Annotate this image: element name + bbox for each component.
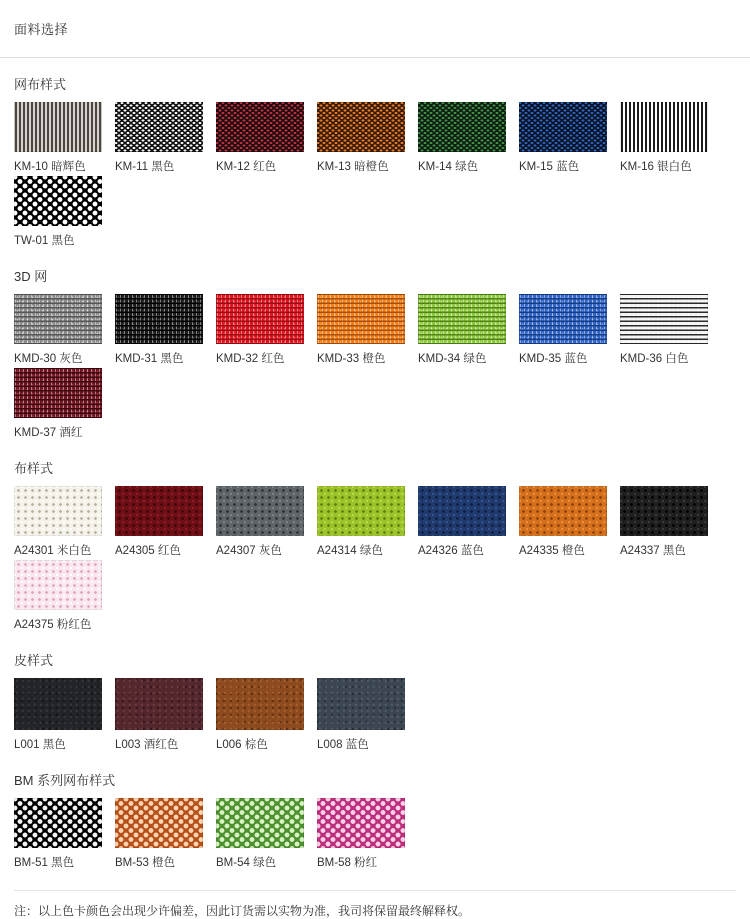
page-title: 面料选择 [14,22,69,37]
swatch-item[interactable] [14,368,102,440]
section-mesh-3d [14,266,736,442]
swatch-label: BM-54 绿色 [216,857,277,869]
swatch-chip[interactable] [519,102,607,152]
swatch-chip[interactable] [115,102,203,152]
swatch-chip[interactable] [14,176,102,226]
swatch-item[interactable] [620,486,708,558]
swatch-item[interactable] [418,102,506,174]
swatch-label: KMD-35 蓝色 [519,353,588,365]
swatch-label: KMD-30 灰色 [14,353,83,365]
swatch-item[interactable] [418,486,506,558]
swatch-item[interactable] [14,176,102,248]
swatch-label: L003 酒红色 [115,739,179,751]
swatch-label: KM-13 暗橙色 [317,161,389,173]
swatch-chip[interactable] [216,798,304,848]
swatch-chip[interactable] [418,294,506,344]
swatch-item[interactable] [317,486,405,558]
swatch-chip[interactable] [14,560,102,610]
swatch-item[interactable] [620,102,708,174]
swatch-label: A24314 绿色 [317,545,383,557]
footnote-wrap [0,890,750,919]
swatch-chip[interactable] [418,486,506,536]
section-fabric-style [14,458,736,634]
swatch-item[interactable] [14,102,102,174]
swatch-chip[interactable] [519,294,607,344]
swatch-chip[interactable] [216,294,304,344]
swatch-label: BM-53 橙色 [115,857,176,869]
swatch-item[interactable] [115,486,203,558]
swatch-chip[interactable] [317,486,405,536]
swatch-row [14,486,736,634]
swatch-chip[interactable] [216,486,304,536]
swatch-item[interactable] [620,294,708,366]
swatch-chip[interactable] [620,294,708,344]
swatch-item[interactable] [216,102,304,174]
swatch-item[interactable] [14,560,102,632]
swatch-item[interactable] [14,798,102,870]
swatch-label: KM-16 银白色 [620,161,692,173]
swatch-label: KM-14 绿色 [418,161,479,173]
swatch-item[interactable] [115,678,203,752]
swatch-chip[interactable] [14,486,102,536]
swatch-item[interactable] [317,102,405,174]
swatch-label: KM-10 暗辉色 [14,161,86,173]
swatch-chip[interactable] [620,102,708,152]
swatch-chip[interactable] [14,368,102,418]
swatch-item[interactable] [317,678,405,752]
swatch-row [14,798,736,872]
swatch-item[interactable] [317,294,405,366]
swatch-chip[interactable] [519,486,607,536]
swatch-label: KMD-36 白色 [620,353,689,365]
swatch-label: A24307 灰色 [216,545,282,557]
section-title: BM 系列网布样式 [14,773,116,788]
section-title: 网布样式 [14,77,67,92]
swatch-label: KMD-33 橙色 [317,353,386,365]
swatch-row [14,678,736,754]
swatch-label: A24335 橙色 [519,545,585,557]
swatch-item[interactable] [519,294,607,366]
swatch-row [14,102,736,250]
swatch-label: KM-12 红色 [216,161,277,173]
swatch-item[interactable] [216,678,304,752]
swatch-label: KMD-37 酒红 [14,427,83,439]
swatch-label: KMD-34 绿色 [418,353,487,365]
swatch-chip[interactable] [14,294,102,344]
swatch-label: KM-11 黑色 [115,161,175,173]
swatch-label: TW-01 黑色 [14,235,75,247]
swatch-item[interactable] [14,678,102,752]
swatch-label: KMD-31 黑色 [115,353,184,365]
swatch-item[interactable] [14,294,102,366]
swatch-chip[interactable] [115,678,203,730]
swatch-chip[interactable] [317,678,405,730]
swatch-item[interactable] [115,294,203,366]
section-title: 皮样式 [14,653,54,668]
swatch-item[interactable] [317,798,405,870]
swatch-label: L008 蓝色 [317,739,369,751]
section-bm-mesh-style [14,770,736,872]
swatch-label: A24375 粉红色 [14,619,92,631]
swatch-chip[interactable] [620,486,708,536]
section-mesh-style [14,74,736,250]
swatch-chip[interactable] [14,102,102,152]
swatch-item[interactable] [115,798,203,870]
swatch-chip[interactable] [216,102,304,152]
swatch-chip[interactable] [418,102,506,152]
section-leather-style [14,650,736,754]
swatch-chip[interactable] [14,798,102,848]
page-header [0,0,750,58]
swatch-label: A24301 米白色 [14,545,92,557]
swatch-label: A24337 黑色 [620,545,686,557]
swatch-chip[interactable] [14,678,102,730]
swatch-chip[interactable] [115,486,203,536]
swatch-item[interactable] [216,486,304,558]
swatch-label: A24326 蓝色 [418,545,484,557]
swatch-label: L006 棕色 [216,739,268,751]
swatch-chip[interactable] [115,798,203,848]
swatch-item[interactable] [418,294,506,366]
swatch-chip[interactable] [317,294,405,344]
fabric-sections [0,74,750,872]
swatch-item[interactable] [216,798,304,870]
swatch-label: KMD-32 红色 [216,353,285,365]
swatch-chip[interactable] [115,294,203,344]
swatch-chip[interactable] [317,798,405,848]
swatch-label: BM-51 黑色 [14,857,75,869]
swatch-item[interactable] [14,486,102,558]
section-title: 布样式 [14,461,54,476]
swatch-label: L001 黑色 [14,739,66,751]
swatch-chip[interactable] [317,102,405,152]
swatch-label: BM-58 粉红 [317,857,378,869]
swatch-label: KM-15 蓝色 [519,161,580,173]
swatch-row [14,294,736,442]
swatch-item[interactable] [216,294,304,366]
section-title: 3D 网 [14,269,48,284]
swatch-chip[interactable] [216,678,304,730]
swatch-item[interactable] [519,486,607,558]
swatch-label: A24305 红色 [115,545,181,557]
swatch-item[interactable] [519,102,607,174]
swatch-item[interactable] [115,102,203,174]
footnote: 注：以上色卡颜色会出现少许偏差，因此订货需以实物为准，我司将保留最终解释权。 [14,890,736,919]
